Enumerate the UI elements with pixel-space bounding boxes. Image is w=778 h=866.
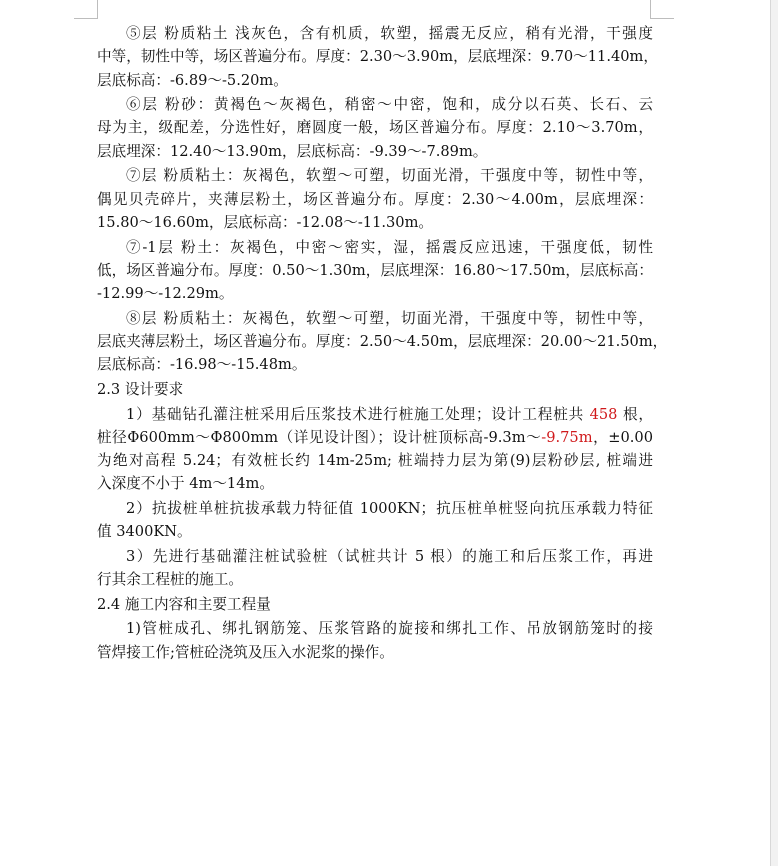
paragraph-line: 值 3400KN。 xyxy=(97,523,192,541)
pile-top-elevation-highlight: -9.75m xyxy=(541,428,593,446)
margin-corner-mark xyxy=(74,18,97,19)
pile-count-highlight: 458 xyxy=(589,405,618,423)
paragraph-line: 低，场区普遍分布。厚度：0.50～1.30m，层底埋深：16.80～17.50m，层底标高： xyxy=(97,261,653,279)
margin-corner-mark xyxy=(97,0,98,19)
document-body[interactable] xyxy=(97,22,668,664)
paragraph-line: 行其余工程桩的施工。 xyxy=(97,571,243,589)
paragraph-line: 偶见贝壳碎片，夹薄层粉土，场区普遍分布。厚度：2.30～4.00m，层底埋深： xyxy=(97,190,653,208)
paragraph-line: -12.99～-12.29m。 xyxy=(97,285,234,303)
paragraph-line: 层底标高：-6.89～-5.20m。 xyxy=(97,71,288,89)
paragraph-line: ⑥层 粉砂：黄褐色～灰褐色，稍密～中密，饱和，成分以石英、长石、云 xyxy=(126,96,653,114)
paragraph-line: ⑧层 粉质粘土：灰褐色，软塑～可塑，切面光滑，干强度中等，韧性中等， xyxy=(126,309,653,327)
paragraph-line: ⑦层 粉质粘土：灰褐色，软塑～可塑，切面光滑，干强度中等，韧性中等， xyxy=(126,167,653,185)
paragraph-line: 层底埋深：12.40～13.90m，层底标高：-9.39～-7.89m。 xyxy=(97,142,488,160)
paragraph-line: 母为主，级配差，分选性好，磨圆度一般，场区普遍分布。厚度：2.10～3.70m， xyxy=(97,119,653,137)
paragraph-line: 层底标高：-16.98～-15.48m。 xyxy=(97,356,307,374)
paragraph-line: 3）先进行基础灌注桩试验桩（试桩共计 5 根）的施工和后压浆工作，再进 xyxy=(126,547,653,565)
paragraph-line: ⑤层 粉质粘土 浅灰色，含有机质，软塑，摇震无反应，稍有光滑，干强度 xyxy=(126,25,653,42)
text-run: ，±0.00 xyxy=(592,428,653,446)
text-run: 1）基础钻孔灌注桩采用后压浆技术进行桩施工处理；设计工程桩共 xyxy=(126,405,590,423)
paragraph-line: 入深度不小于 4m～14m。 xyxy=(97,475,274,493)
section-heading-2-3: 2.3 设计要求 xyxy=(97,380,184,398)
paragraph-line xyxy=(97,426,653,449)
paragraph-line xyxy=(97,403,653,426)
paragraph-line: 2）抗拔桩单桩抗拔承载力特征值 1000KN；抗压桩单桩竖向抗压承载力特征 xyxy=(126,500,653,518)
paragraph-line: 中等，韧性中等，场区普遍分布。厚度：2.30～3.90m，层底埋深：9.70～11.40m， xyxy=(97,48,658,66)
paragraph-line: 1)管桩成孔、绑扎钢筋笼、压浆管路的旋接和绑扎工作、吊放钢筋笼时的接 xyxy=(126,620,653,638)
text-run: 根， xyxy=(617,405,654,423)
margin-corner-mark xyxy=(650,0,651,19)
paragraph-line: 层底夹薄层粉土，场区普遍分布。厚度：2.50～4.50m，层底埋深：20.00～21.50m， xyxy=(97,333,668,351)
margin-corner-mark xyxy=(651,18,674,19)
paragraph-line: 管焊接工作;管桩砼浇筑及压入水泥浆的操作。 xyxy=(97,643,394,661)
paragraph-line: 为绝对高程 5.24；有效桩长约 14m-25m; 桩端持力层为第(9)层粉砂层, 桩端进 xyxy=(97,452,653,470)
section-heading-2-4: 2.4 施工内容和主要工程量 xyxy=(97,595,271,613)
text-run: 桩径Φ600mm～Φ800mm（详见设计图）；设计桩顶标高-9.3m～ xyxy=(97,428,542,446)
paragraph-line: 15.80～16.60m，层底标高：-12.08～-11.30m。 xyxy=(97,213,433,231)
paragraph-line: ⑦-1层 粉土：灰褐色，中密～密实，湿，摇震反应迅速，干强度低，韧性 xyxy=(126,238,653,256)
